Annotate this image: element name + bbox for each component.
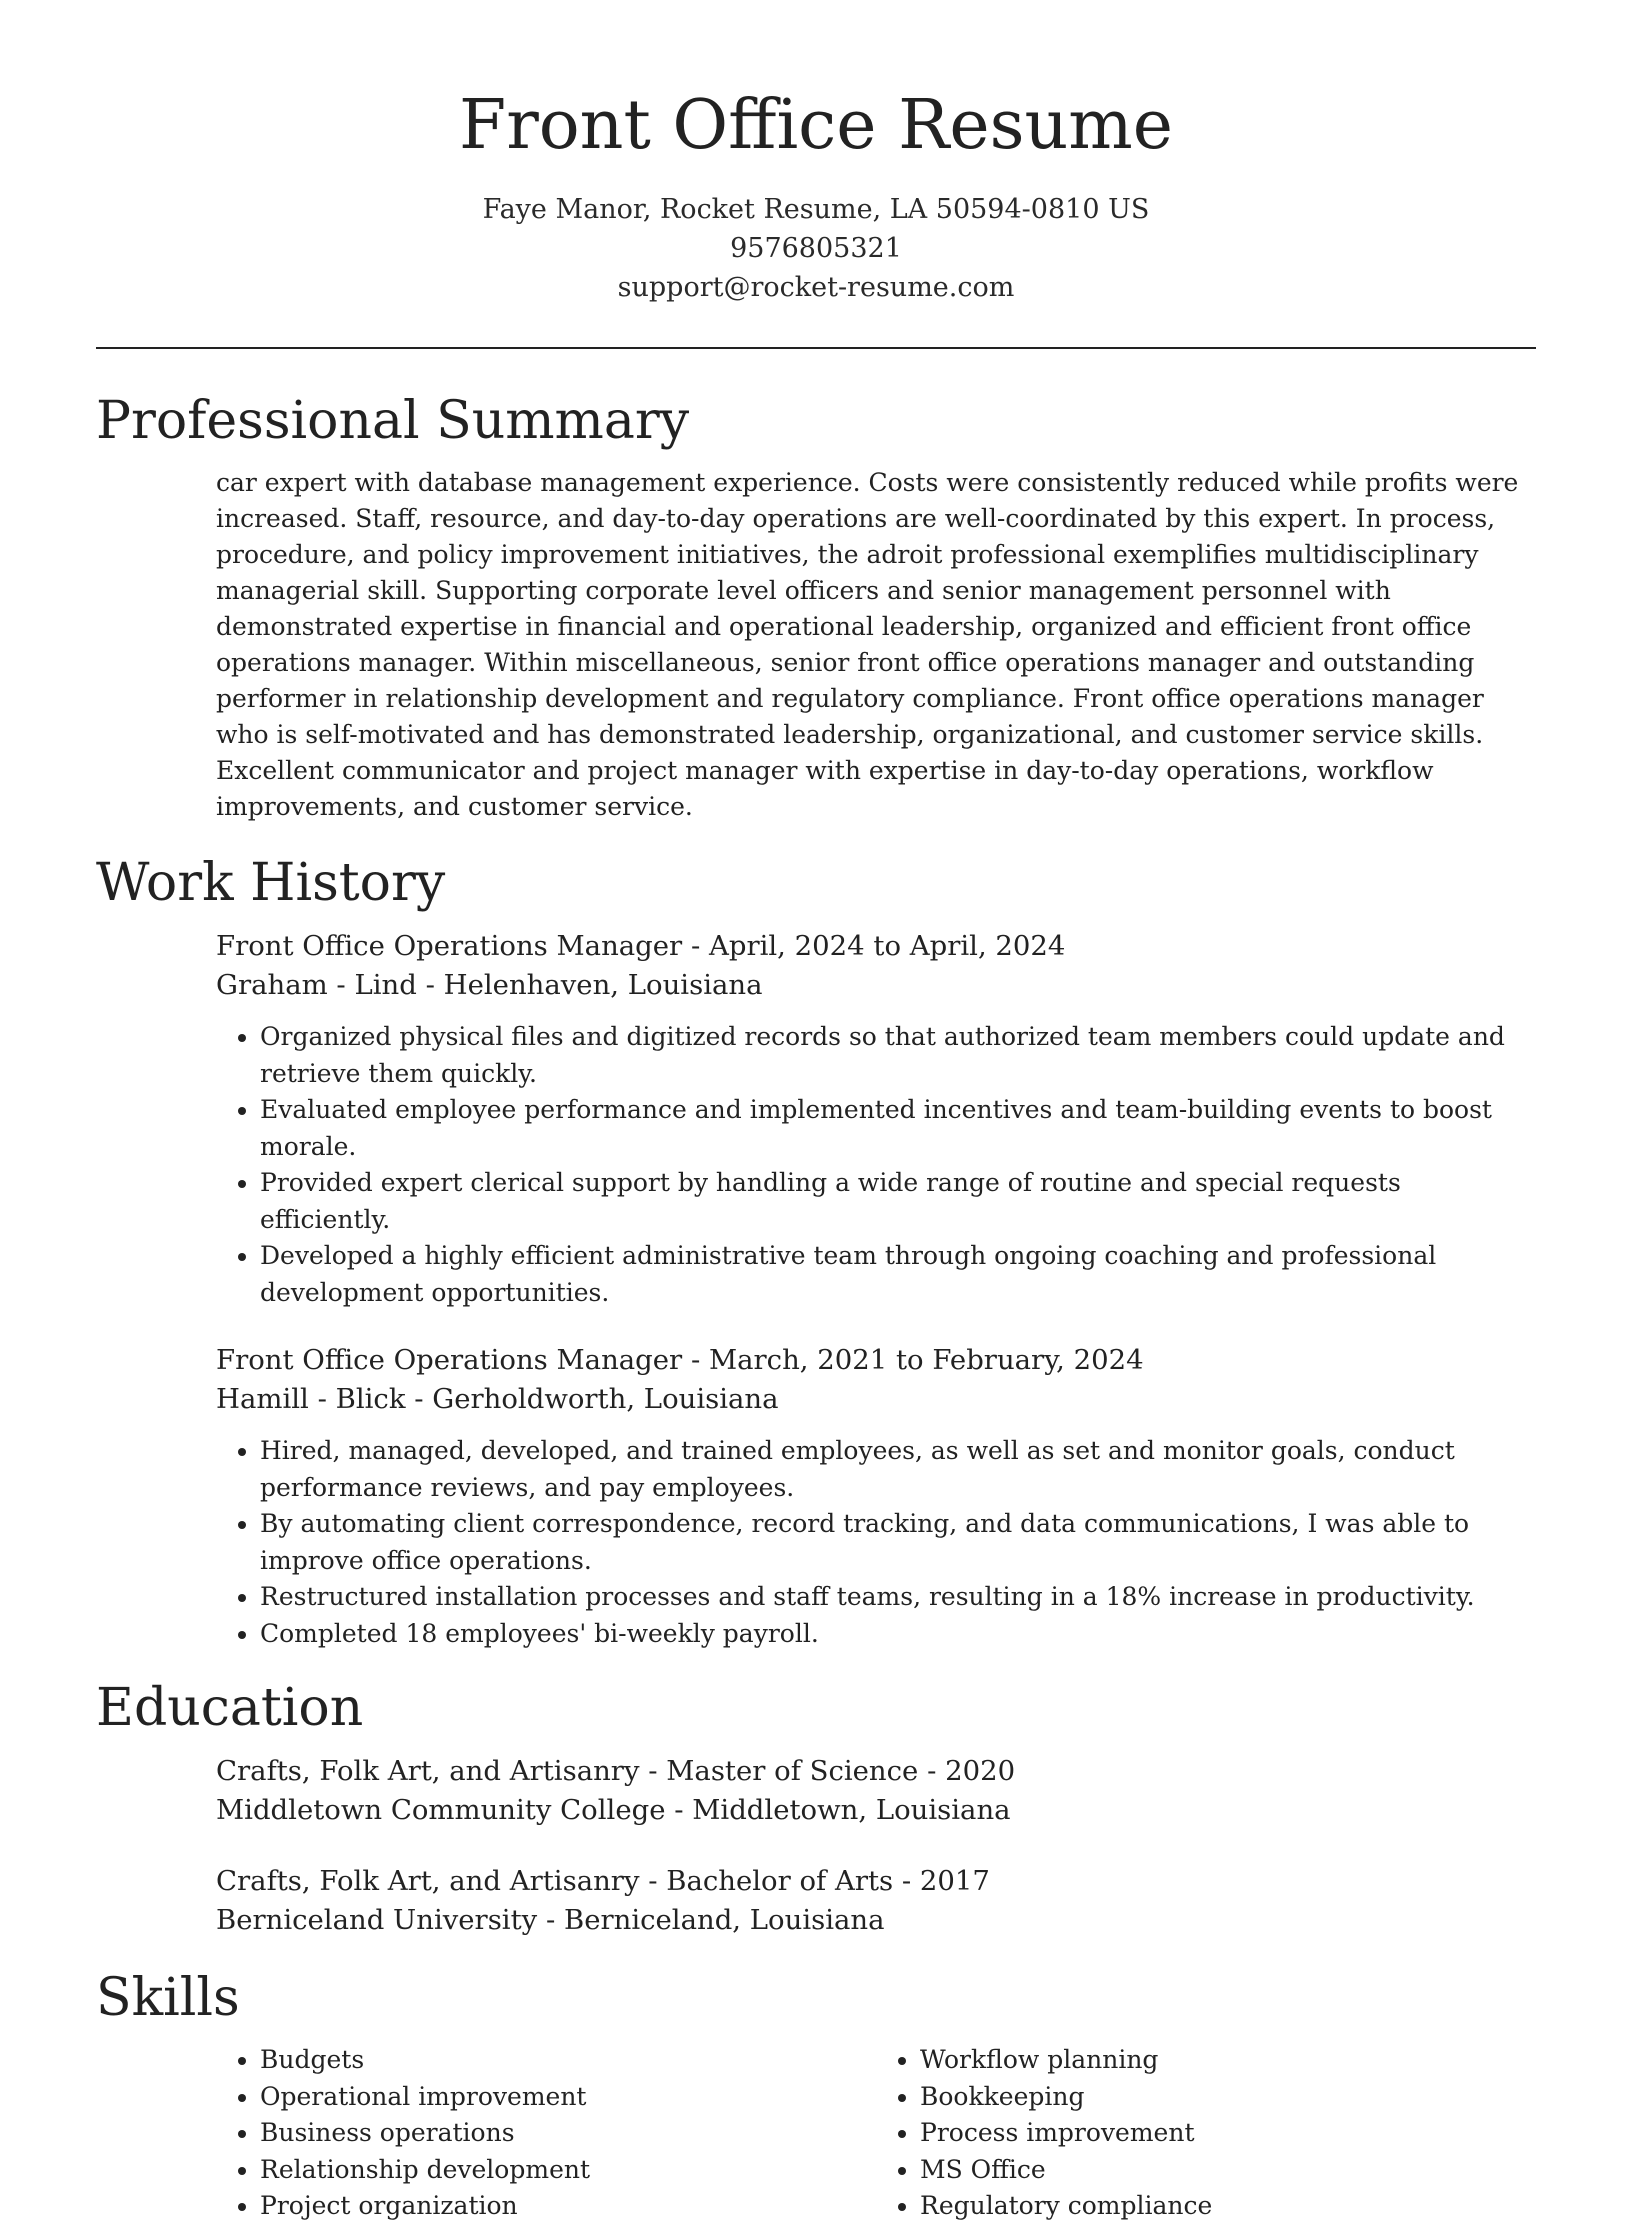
job-dates: April, 2024 to April, 2024: [708, 930, 1066, 962]
section-heading-education: Education: [96, 1678, 364, 1738]
skill-item: • Workflow planning: [920, 2042, 1536, 2079]
skill-item: • Budgets: [260, 2042, 876, 2079]
job-dates: March, 2021 to February, 2024: [708, 1344, 1144, 1376]
education-school: Berniceland University: [216, 1904, 538, 1936]
job-location: Helenhaven, Louisiana: [443, 969, 763, 1001]
education-year: 2017: [919, 1865, 990, 1897]
job-company-line: Hamill - Blick - Gerholdworth, Louisiana: [216, 1383, 779, 1415]
contact-address: Faye Manor, Rocket Resume, LA 50594-0810 US: [482, 194, 1150, 225]
resume-title: Front Office Resume: [459, 86, 1173, 165]
job-title: Front Office Operations Manager: [216, 1344, 683, 1376]
job-bullet: • By automating client correspondence, record tracking, and data communications, I was able to improve office operations.: [260, 1506, 1536, 1579]
skill-item: • MS Office: [920, 2152, 1536, 2189]
job-entry: [216, 927, 1536, 1311]
contact-block: [96, 190, 1536, 307]
skills-column-right: [876, 2042, 1536, 2225]
section-heading-skills: Skills: [96, 1968, 240, 2028]
job-title: Front Office Operations Manager: [216, 930, 683, 962]
contact-phone: 9576805321: [730, 233, 902, 264]
education-degree: Master of Science: [666, 1755, 919, 1787]
section-heading-work: Work History: [96, 853, 446, 913]
job-entry: [216, 1341, 1536, 1652]
skill-item: • Relationship development: [260, 2152, 876, 2189]
section-heading-summary: Professional Summary: [96, 391, 690, 451]
education-degree: Bachelor of Arts: [666, 1865, 894, 1897]
job-bullet: • Evaluated employee performance and implemented incentives and team-building events to boost morale.: [260, 1092, 1536, 1165]
education-entry: [216, 1862, 1536, 1940]
skill-item: • Bookkeeping: [920, 2079, 1536, 2116]
job-company: Graham - Lind: [216, 969, 417, 1001]
job-bullet: • Organized physical files and digitized records so that authorized team members could update and retrieve them quickly.: [260, 1019, 1536, 1092]
skill-item: • Business operations: [260, 2115, 876, 2152]
skills-column-left: [216, 2042, 876, 2225]
education-school: Middletown Community College: [216, 1794, 666, 1826]
job-bullet: • Completed 18 employees' bi-weekly payroll.: [260, 1616, 1536, 1653]
education-field: Crafts, Folk Art, and Artisanry: [216, 1865, 640, 1897]
job-company-line: Graham - Lind - Helenhaven, Louisiana: [216, 969, 763, 1001]
skill-item: • Operational improvement: [260, 2079, 876, 2116]
contact-email: support@rocket-resume.com: [617, 272, 1015, 303]
education-school-line: Middletown Community College - Middletown, Louisiana: [216, 1794, 1011, 1826]
education-location: Middletown, Louisiana: [692, 1794, 1011, 1826]
education-location: Berniceland, Louisiana: [563, 1904, 885, 1936]
education-entry: [216, 1752, 1536, 1830]
education-field: Crafts, Folk Art, and Artisanry: [216, 1755, 640, 1787]
education-year: 2020: [945, 1755, 1016, 1787]
education-school-line: Berniceland University - Berniceland, Louisiana: [216, 1904, 885, 1936]
skill-item: • Process improvement: [920, 2115, 1536, 2152]
skill-item: • Regulatory compliance: [920, 2188, 1536, 2225]
header-divider: [96, 347, 1536, 349]
summary-text: car expert with database management experience. Costs were consistently reduced while profits were increased. Staff, resource, and day-to-day operations are well-coordinated by this expert. In process, procedure, and policy improvement initiatives, the adroit professional exemplifies multidisciplinary managerial skill. Supporting corporate level officers and senior management personnel with demonstrated expertise in financial and operational leadership, organized and efficient front office operations manager. Within miscellaneous, senior front office operations manager and outstanding performer in relationship development and regulatory compliance. Front office operations manager who is self-motivated and has demonstrated leadership, organizational, and customer service skills. Excellent communicator and project manager with expertise in day-to-day operations, workflow improvements, and customer service.: [216, 468, 1519, 821]
skills-list: [216, 2042, 1536, 2225]
resume-page: [96, 0, 1536, 2225]
education-degree-line: Crafts, Folk Art, and Artisanry - Master of Science - 2020: [216, 1755, 1016, 1787]
education-degree-line: Crafts, Folk Art, and Artisanry - Bachelor of Arts - 2017: [216, 1865, 990, 1897]
job-bullet: • Provided expert clerical support by handling a wide range of routine and special requests efficiently.: [260, 1165, 1536, 1238]
job-location: Gerholdworth, Louisiana: [432, 1383, 779, 1415]
job-bullets: [216, 1433, 1536, 1652]
job-title-line: Front Office Operations Manager - April, 2024 to April, 2024: [216, 930, 1066, 962]
job-bullet: • Restructured installation processes and staff teams, resulting in a 18% increase in productivity.: [260, 1579, 1536, 1616]
job-bullet: • Hired, managed, developed, and trained employees, as well as set and monitor goals, conduct performance reviews, and pay employees.: [260, 1433, 1536, 1506]
job-bullet: • Developed a highly efficient administrative team through ongoing coaching and professional development opportunities.: [260, 1238, 1536, 1311]
job-title-line: Front Office Operations Manager - March, 2021 to February, 2024: [216, 1344, 1144, 1376]
job-bullets: [216, 1019, 1536, 1311]
skill-item: • Project organization: [260, 2188, 876, 2225]
job-company: Hamill - Blick: [216, 1383, 406, 1415]
